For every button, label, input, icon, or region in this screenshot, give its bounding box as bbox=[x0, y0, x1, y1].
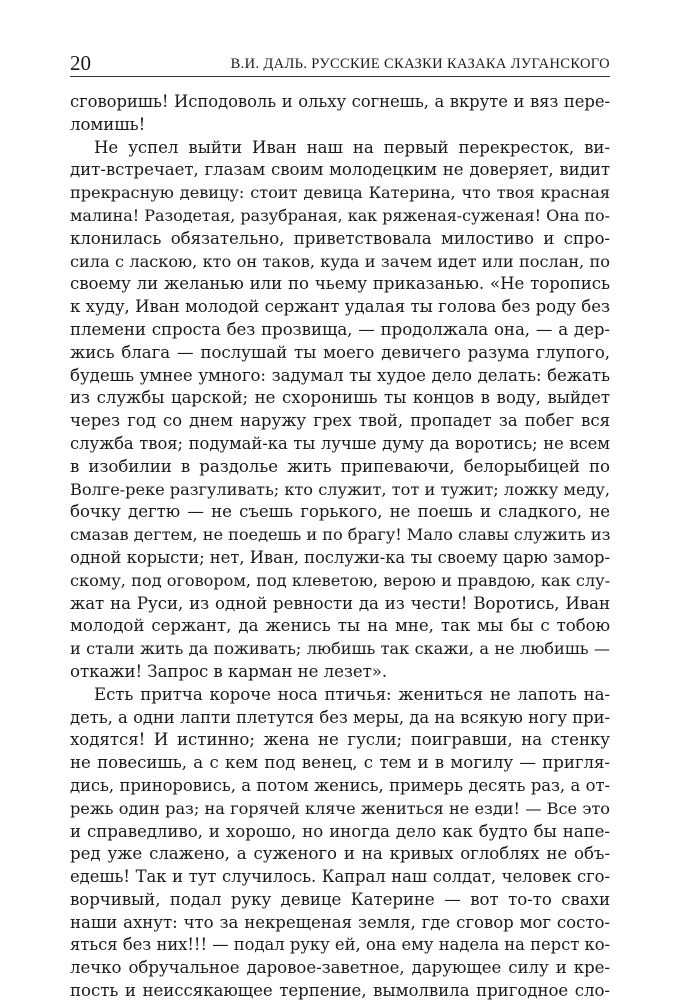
text-line: прекрасную девицу: стоит девица Катерина, что твоя красная bbox=[70, 183, 610, 203]
text-line: скому, под оговором, под клеветою, верою и правдою, как слу- bbox=[70, 570, 610, 590]
text-line: жат на Руси, из одной ревности да из чести! Воротись, Иван bbox=[70, 593, 610, 613]
text-line: откажи! Запрос в карман не лезет». bbox=[70, 661, 388, 681]
text-line: деть, а одни лапти плетутся без меры, да на всякую ногу при- bbox=[70, 707, 610, 727]
text-line: Не успел выйти Иван наш на первый перекресток, ви- bbox=[94, 137, 610, 157]
text-line: своему ли желанью или по чьему приказанью. «Не торопись bbox=[70, 274, 610, 294]
text-line: к худу, Иван молодой сержант удалая ты голова без роду без bbox=[70, 297, 610, 317]
text-line: не повесишь, а с кем под венец, с тем и в могилу — пригля- bbox=[70, 753, 610, 773]
text-line: жись блага — послушай ты моего девичего разума глупого, bbox=[70, 342, 610, 362]
text-line: малина! Разодетая, разубраная, как ряженая-суженая! Она по- bbox=[70, 205, 610, 225]
text-line: из службы царской; не схоронишь ты концов в воду, выйдет bbox=[70, 388, 610, 408]
text-line: дись, приноровись, а потом женись, примерь десять раз, а от- bbox=[70, 775, 610, 795]
text-line: лечко обручальное даровое-заветное, дарующее силу и кре- bbox=[70, 958, 610, 978]
text-line: клонилась обязательно, приветствовала милостиво и спро- bbox=[70, 228, 610, 248]
text-line: и стали жить да поживать; любишь так скажи, а не любишь — bbox=[70, 639, 610, 659]
text-line: пость и неиссякающее терпение, вымолвила пригодное сло- bbox=[70, 981, 610, 1001]
text-line: бочку дегтю — не съешь горького, не поешь и сладкого, не bbox=[70, 502, 610, 522]
text-line: смазав дегтем, не поедешь и по брагу! Мало славы служить из bbox=[70, 525, 611, 545]
text-line: в изобилии в раздолье жить припеваючи, белорыбицей по bbox=[70, 456, 610, 476]
text-line: будешь умнее умного: задумал ты худое дело делать: бежать bbox=[70, 365, 610, 385]
text-line: сговоришь! Исподоволь и ольху согнешь, а вкруте и вяз пере- bbox=[70, 92, 610, 111]
text-body bbox=[70, 91, 610, 1003]
text-line: наши ахнут: что за некрещеная земля, где сговор мог состо- bbox=[70, 912, 610, 932]
text-line: сила с ласкою, кто он таков, куда и зачем идет или послан, по bbox=[70, 251, 610, 271]
text-line: молодой сержант, да женись ты на мне, так мы бы с тобою bbox=[70, 616, 610, 636]
text-line: Есть притча короче носа птичья: жениться не лапоть на- bbox=[94, 684, 610, 704]
text-line: через год со днем наружу грех твой, пропадет за побег вся bbox=[70, 411, 610, 431]
text-line: Волге-реке разгуливать; кто служит, тот и тужит; ложку меду, bbox=[70, 479, 610, 499]
page-number: 20 bbox=[70, 51, 91, 75]
text-line: ред уже слажено, а суженого и на кривых оглоблях не объ- bbox=[70, 844, 610, 864]
running-title: В.И. ДАЛЬ. РУССКИЕ СКАЗКИ КАЗАКА ЛУГАНСКОГО bbox=[230, 56, 610, 72]
text-line: и справедливо, и хорошо, но иногда дело как будто бы напе- bbox=[70, 821, 610, 841]
text-line: ходятся! И истинно; жена не гусли; поигравши, на стенку bbox=[70, 730, 610, 750]
header-rule bbox=[70, 76, 610, 77]
text-line: режь один раз; на горячей кляче жениться не езди! — Все это bbox=[70, 798, 610, 818]
text-line: ломишь! bbox=[70, 114, 146, 134]
page-header bbox=[70, 52, 610, 74]
text-line: племени спроста без прозвища, — продолжала она, — а дер- bbox=[70, 319, 610, 339]
text-line: служба твоя; подумай-ка ты лучше думу да воротись; не всем bbox=[70, 433, 610, 453]
text-line: дит-встречает, глазам своим молодецким не доверяет, видит bbox=[70, 160, 610, 180]
text-line: одной корысти; нет, Иван, послужи-ка ты своему царю замор- bbox=[70, 547, 610, 567]
text-line: яться без них!!! — подал руку ей, она ему надела на перст ко- bbox=[70, 935, 610, 955]
text-line: едешь! Так и тут случилось. Капрал наш солдат, человек сго- bbox=[70, 867, 610, 887]
text-line: ворчивый, подал руку девице Катерине — вот то-то свахи bbox=[70, 889, 610, 909]
